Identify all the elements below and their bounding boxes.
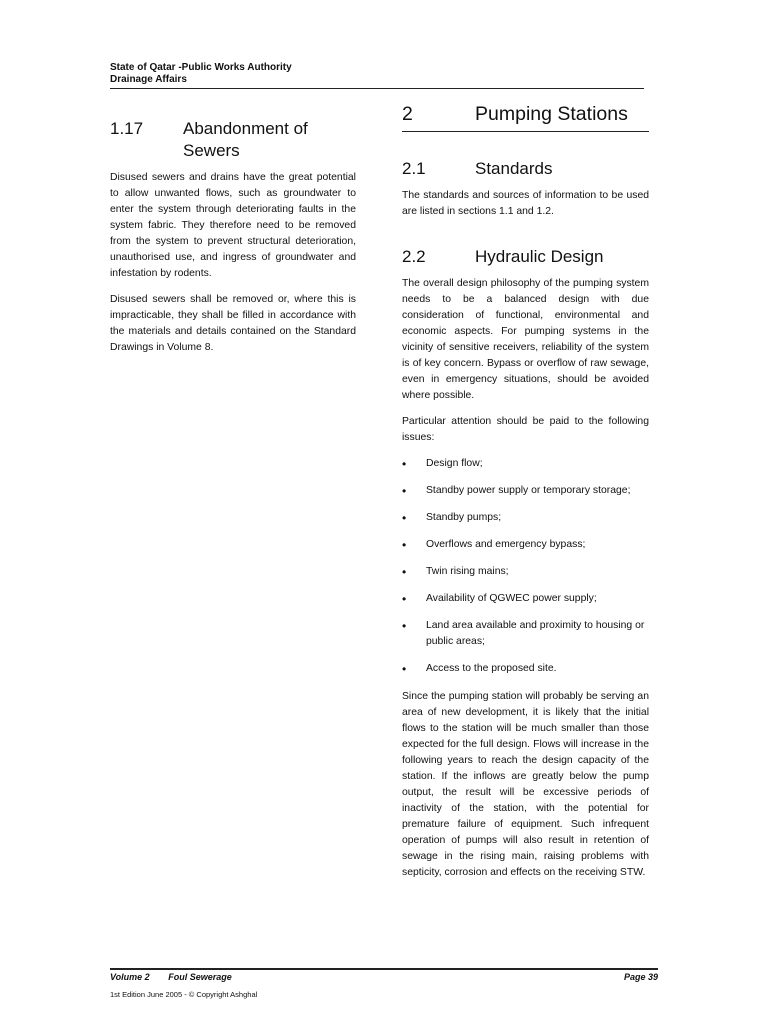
section-number: 1.17 <box>110 119 144 138</box>
section-heading-1-17 <box>110 118 356 162</box>
list-item: • Availability of QGWEC power supply; <box>402 591 649 607</box>
right-column <box>402 102 649 891</box>
section-heading-2-2 <box>402 246 649 268</box>
section-heading-2-1 <box>402 158 649 180</box>
chapter-number: 2 <box>402 103 413 125</box>
list-item: • Twin rising mains; <box>402 564 649 580</box>
header-department: Drainage Affairs <box>110 74 187 85</box>
left-column <box>110 118 356 366</box>
footer-volume-name: Foul Sewerage <box>168 972 232 982</box>
paragraph: Disused sewers and drains have the great potential to allow unwanted flows, such as groundwater to enter the system through deteriorating faults in the system fabric. They therefore need to be removed from the system to prevent structural deterioration, unauthorised use, and ingress of groundwater and infestation by rodents. <box>110 172 356 279</box>
header-organization: State of Qatar -Public Works Authority <box>110 62 292 73</box>
paragraph: Disused sewers shall be removed or, where this is impracticable, they shall be filled in accordance with the materials and details contained on the Standard Drawings in Volume 8. <box>110 294 356 353</box>
section-number: 2.2 <box>402 247 426 266</box>
paragraph: Particular attention should be paid to the following issues: <box>402 416 649 443</box>
section-title: Hydraulic Design <box>475 247 604 266</box>
list-item: • Standby power supply or temporary storage; <box>402 483 649 499</box>
page-number: Page 39 <box>623 972 658 982</box>
section-number: 2.1 <box>402 159 426 178</box>
section-title: Standards <box>475 159 553 178</box>
chapter-title: Pumping Stations <box>475 103 628 125</box>
list-item: • Land area available and proximity to housing or public areas; <box>402 618 649 650</box>
list-item: • Access to the proposed site. <box>402 661 649 677</box>
footer-edition: 1st Edition June 2005 - © Copyright Ashghal <box>110 990 258 999</box>
header-divider <box>110 88 644 89</box>
chapter-heading <box>402 102 649 132</box>
list-item: • Overflows and emergency bypass; <box>402 537 649 553</box>
paragraph: Since the pumping station will probably be serving an area of new development, it is likely that the initial flows to the station will be much smaller than those expected for the full design. Flows will increase in the following years to reach the design capacity of the station. If the inflows are greatly below the pump output, the result will be excessive periods of inactivity of the station, with the potential for premature failure of equipment. Such infrequent operation of pumps will also result in retention of sewage in the rising main, raising problems with septicity, corrosion and effects on the receiving STW. <box>402 691 649 878</box>
paragraph: The overall design philosophy of the pumping system needs to be a balanced design with due consideration of functional, environmental and economic aspects. For pumping systems in the vicinity of sensitive receivers, reliability of the system is of key concern. Bypass or overflow of raw sewage, even in emergency situations, should be avoided where possible. <box>402 278 649 401</box>
section-title: Abandonment of Sewers <box>183 119 308 160</box>
document-header <box>110 62 292 86</box>
footer-divider <box>110 968 658 970</box>
list-item: • Design flow; <box>402 456 649 472</box>
paragraph: The standards and sources of information to be used are listed in sections 1.1 and 1.2. <box>402 190 649 217</box>
issues-list <box>402 456 649 677</box>
footer-volume-number: Volume 2 <box>110 972 150 982</box>
footer-volume <box>110 972 232 982</box>
list-item: • Standby pumps; <box>402 510 649 526</box>
